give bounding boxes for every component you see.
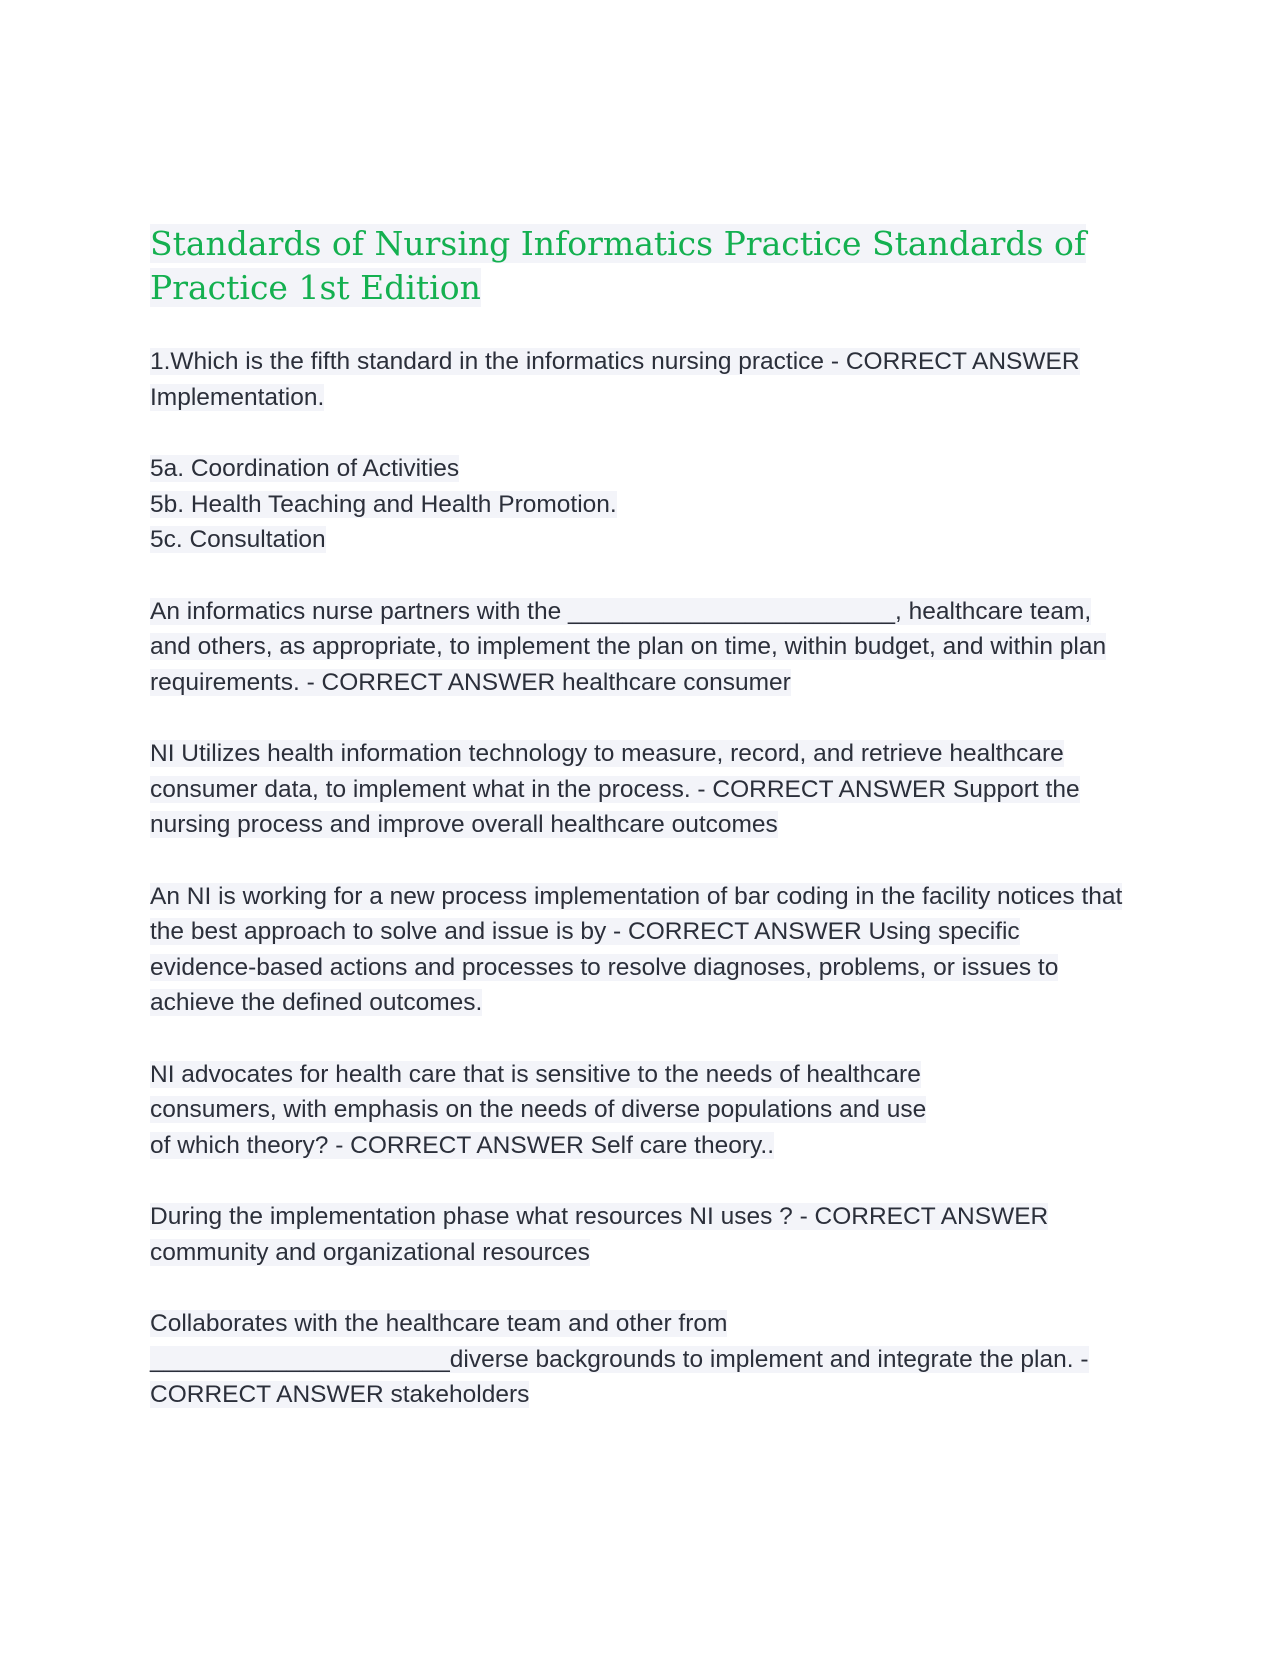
qa-text: 1.Which is the fifth standard in the informatics nursing practice - CORRECT ANSWER Implementation. bbox=[150, 348, 1080, 411]
qa-text: An informatics nurse partners with the ________________________, healthcare team, and others, as appropriate, to implement the plan on time, within budget, and within plan requirements. - CORRECT ANSWER healthcare consumer bbox=[150, 597, 1107, 696]
qa-text: Collaborates with the healthcare team and other from bbox=[150, 1310, 728, 1337]
list-item bbox=[150, 522, 1130, 558]
qa-text: During the implementation phase what resources NI uses ? - CORRECT ANSWER community and organizational resources bbox=[150, 1203, 1049, 1266]
qa-text: NI Utilizes health information technology to measure, record, and retrieve healthcare consumer data, to implement what in the process. - CORRECT ANSWER Support the nursing process and improve overall healthcare outcomes bbox=[150, 740, 1080, 838]
qa-paragraph-1 bbox=[150, 344, 1130, 415]
qa-paragraph-5 bbox=[150, 1057, 970, 1164]
qa-paragraph-2 bbox=[150, 594, 1130, 701]
qa-paragraph-7 bbox=[150, 1306, 1130, 1413]
qa-paragraph-4 bbox=[150, 879, 1130, 1021]
list-item bbox=[150, 487, 1130, 523]
standard-subitems-list bbox=[150, 451, 1130, 558]
list-item-text: 5a. Coordination of Activities bbox=[150, 455, 460, 482]
list-item bbox=[150, 451, 1130, 487]
document-title bbox=[150, 222, 1130, 310]
qa-text: ______________________diverse backgrounds to implement and integrate the plan. - CORRECT ANSWER stakeholders bbox=[150, 1345, 1089, 1408]
qa-text: NI advocates for health care that is sensitive to the needs of healthcare consumers, with emphasis on the needs of diverse populations and use bbox=[150, 1060, 927, 1123]
qa-text: of which theory? - CORRECT ANSWER Self care theory.. bbox=[150, 1131, 775, 1159]
list-item-text: 5b. Health Teaching and Health Promotion. bbox=[150, 490, 617, 518]
qa-paragraph-3 bbox=[150, 736, 1130, 843]
document-title-text: Standards of Nursing Informatics Practice Standards of Practice 1st Edition bbox=[150, 224, 1087, 307]
qa-paragraph-6 bbox=[150, 1199, 1130, 1270]
qa-text: An NI is working for a new process implementation of bar coding in the facility notices that the best approach to solve and issue is by - CORRECT ANSWER Using specific evidence-based actions and processes to resolve diagnoses, problems, or issues to achieve the defined outcomes. bbox=[150, 882, 1123, 1016]
list-item-text: 5c. Consultation bbox=[150, 526, 326, 553]
document-content bbox=[150, 222, 1130, 1449]
